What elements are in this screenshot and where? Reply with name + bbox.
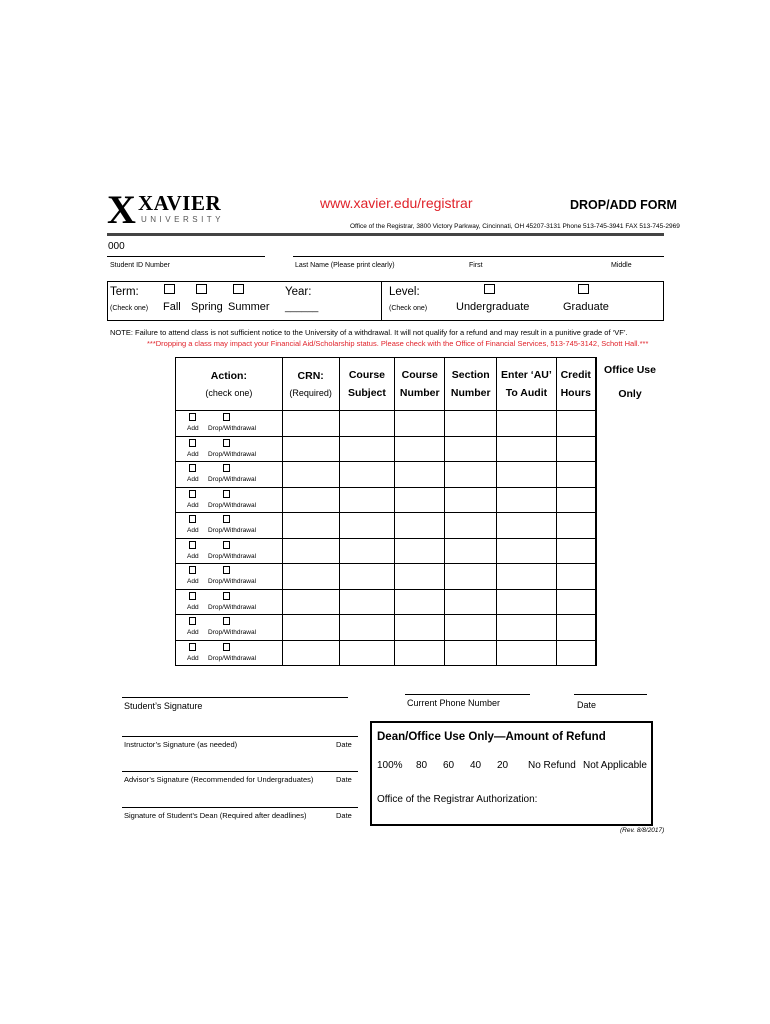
drop-label: Drop/Withdrawal: [208, 603, 257, 611]
dean-date-label: Date: [336, 811, 352, 820]
action-header: Action: (check one): [176, 358, 283, 411]
crn-cell[interactable]: [282, 538, 339, 564]
drop-label: Drop/Withdrawal: [208, 501, 257, 509]
office-use-header: Office Use: [604, 364, 656, 376]
refund-none[interactable]: No Refund: [528, 760, 576, 771]
crn-cell[interactable]: [282, 462, 339, 488]
revision-date: (Rev. 8/8/2017): [620, 827, 665, 834]
credit-hours-cell[interactable]: [556, 538, 596, 564]
course-subject-cell[interactable]: [339, 564, 395, 590]
drop-label: Drop/Withdrawal: [208, 629, 257, 636]
student-signature-line: [122, 697, 348, 698]
section-number-cell[interactable]: [445, 411, 497, 437]
add-checkbox[interactable]: [189, 566, 196, 574]
student-date-label: Date: [577, 700, 597, 710]
refund-not-applicable[interactable]: Not Applicable: [583, 760, 647, 771]
drop-checkbox[interactable]: [223, 413, 230, 421]
form-title: DROP/ADD FORM: [570, 198, 677, 212]
registrar-authorization-label: Office of the Registrar Authorization:: [377, 794, 538, 805]
section-number-cell[interactable]: [445, 538, 497, 564]
course-number-cell[interactable]: [395, 487, 445, 513]
table-row: [176, 640, 596, 666]
term-fall-label: Fall: [163, 301, 181, 313]
add-checkbox[interactable]: [189, 643, 196, 651]
refund-60[interactable]: 60: [443, 760, 455, 771]
course-number-cell[interactable]: [395, 589, 445, 615]
action-cell: [176, 462, 283, 488]
student-id-value[interactable]: 000: [108, 241, 125, 252]
course-number-cell[interactable]: [395, 411, 445, 437]
course-number-cell[interactable]: [395, 436, 445, 462]
advisor-signature-label: Advisor’s Signature (Recommended for Undergraduates): [124, 775, 314, 784]
action-cell: [176, 513, 283, 539]
financial-aid-note: ***Dropping a class may impact your Financial Aid/Scholarship status. Please check with the Office of Financial Services, 513-745-3142, Schott Hall.***: [147, 339, 649, 348]
add-checkbox[interactable]: [189, 515, 196, 523]
table-row: [176, 436, 596, 462]
credit-hours-cell[interactable]: [556, 564, 596, 590]
course-number-cell[interactable]: [395, 640, 445, 666]
add-checkbox[interactable]: [189, 413, 196, 421]
crn-cell[interactable]: [282, 513, 339, 539]
student-id-line: [107, 256, 265, 257]
audit-cell[interactable]: [497, 487, 556, 513]
drop-label: Drop/Withdrawal: [208, 527, 257, 534]
add-label: Add: [187, 527, 199, 534]
crn-cell[interactable]: [282, 615, 339, 641]
section-number-cell[interactable]: [445, 487, 497, 513]
refund-20[interactable]: 20: [497, 760, 509, 771]
course-number-cell[interactable]: [395, 538, 445, 564]
add-label: Add: [187, 654, 199, 662]
term-spring-label: Spring: [191, 301, 223, 313]
drop-checkbox[interactable]: [223, 566, 230, 574]
course-number-header: Course Number: [395, 358, 445, 411]
term-fall-checkbox[interactable]: [164, 284, 175, 294]
student-id-label: Student ID Number: [110, 262, 170, 269]
middle-name-label: Middle: [611, 262, 632, 269]
section-number-cell[interactable]: [445, 615, 497, 641]
credit-hours-cell[interactable]: [556, 487, 596, 513]
table-row: [176, 615, 596, 641]
course-subject-cell[interactable]: [339, 411, 395, 437]
course-subject-cell[interactable]: [339, 640, 395, 666]
crn-cell[interactable]: [282, 589, 339, 615]
course-number-cell[interactable]: [395, 513, 445, 539]
credit-hours-cell[interactable]: [556, 411, 596, 437]
course-subject-cell[interactable]: [339, 538, 395, 564]
add-label: Add: [187, 476, 199, 483]
term-label: Term:: [110, 286, 139, 298]
add-label: Add: [187, 425, 199, 432]
credit-hours-cell[interactable]: [556, 640, 596, 666]
student-signature-label: Student’s Signature: [124, 701, 203, 711]
audit-cell[interactable]: [497, 411, 556, 437]
add-label: Add: [187, 603, 199, 611]
credit-hours-cell[interactable]: [556, 436, 596, 462]
level-undergraduate-checkbox[interactable]: [484, 284, 495, 294]
audit-cell[interactable]: [497, 615, 556, 641]
section-number-cell[interactable]: [445, 462, 497, 488]
course-number-cell[interactable]: [395, 564, 445, 590]
drop-checkbox[interactable]: [223, 592, 230, 600]
refund-40[interactable]: 40: [470, 760, 482, 771]
action-cell: [176, 411, 283, 437]
action-cell: [176, 589, 283, 615]
course-subject-cell[interactable]: [339, 487, 395, 513]
course-number-cell[interactable]: [395, 462, 445, 488]
drop-label: Drop/Withdrawal: [208, 476, 257, 483]
year-field[interactable]: ______: [285, 302, 319, 313]
audit-cell[interactable]: [497, 436, 556, 462]
add-checkbox[interactable]: [189, 592, 196, 600]
section-number-cell[interactable]: [445, 436, 497, 462]
table-row: [176, 589, 596, 615]
crn-cell[interactable]: [282, 436, 339, 462]
drop-label: Drop/Withdrawal: [208, 654, 257, 662]
refund-80[interactable]: 80: [416, 760, 428, 771]
last-name-label: Last Name (Please print clearly): [295, 262, 395, 269]
office-use-border: [596, 357, 597, 666]
crn-cell[interactable]: [282, 487, 339, 513]
table-row: [176, 411, 596, 437]
crn-header: CRN: (Required): [282, 358, 339, 411]
drop-checkbox[interactable]: [223, 490, 230, 498]
action-cell: [176, 615, 283, 641]
course-subject-cell[interactable]: [339, 615, 395, 641]
instructor-signature-line: [122, 736, 358, 737]
first-name-label: First: [469, 262, 483, 269]
course-subject-header: Course Subject: [339, 358, 395, 411]
section-number-cell[interactable]: [445, 513, 497, 539]
table-header-row: [176, 358, 596, 411]
action-cell: [176, 436, 283, 462]
advisor-signature-line: [122, 771, 358, 772]
term-summer-checkbox[interactable]: [233, 284, 244, 294]
student-date-line: [574, 694, 647, 695]
office-use-only: Only: [618, 388, 642, 400]
term-summer-label: Summer: [228, 301, 270, 313]
action-cell: [176, 538, 283, 564]
term-spring-checkbox[interactable]: [196, 284, 207, 294]
audit-cell[interactable]: [497, 640, 556, 666]
add-checkbox[interactable]: [189, 490, 196, 498]
term-level-divider: [381, 281, 382, 321]
section-number-cell[interactable]: [445, 564, 497, 590]
section-number-cell[interactable]: [445, 589, 497, 615]
credit-hours-cell[interactable]: [556, 462, 596, 488]
level-graduate-checkbox[interactable]: [578, 284, 589, 294]
table-row: [176, 538, 596, 564]
crn-cell[interactable]: [282, 411, 339, 437]
name-line: [293, 256, 664, 257]
header-rule: [107, 233, 664, 236]
audit-cell[interactable]: [497, 513, 556, 539]
table-row: [176, 564, 596, 590]
course-number-cell[interactable]: [395, 615, 445, 641]
drop-label: Drop/Withdrawal: [208, 425, 257, 432]
table-row: [176, 513, 596, 539]
level-graduate-label: Graduate: [563, 301, 609, 313]
table-row: [176, 462, 596, 488]
audit-cell[interactable]: [497, 462, 556, 488]
credit-hours-cell[interactable]: [556, 615, 596, 641]
phone-label: Current Phone Number: [407, 698, 501, 708]
action-cell: [176, 640, 283, 666]
audit-cell[interactable]: [497, 589, 556, 615]
drop-label: Drop/Withdrawal: [208, 578, 257, 585]
action-cell: [176, 564, 283, 590]
dean-signature-label: Signature of Student’s Dean (Required after deadlines): [124, 811, 307, 820]
table-row: [176, 487, 596, 513]
add-label: Add: [187, 578, 199, 585]
logo-mark: X: [107, 187, 136, 232]
dean-signature-line: [122, 807, 358, 808]
add-checkbox[interactable]: [189, 439, 196, 447]
term-check-one: (Check one): [110, 305, 149, 312]
level-undergraduate-label: Undergraduate: [456, 301, 530, 313]
add-checkbox[interactable]: [189, 617, 196, 625]
logo-subtitle: UNIVERSITY: [141, 215, 225, 224]
drop-checkbox[interactable]: [223, 617, 230, 625]
action-cell: [176, 487, 283, 513]
course-subject-cell[interactable]: [339, 462, 395, 488]
drop-label: Drop/Withdrawal: [208, 552, 257, 560]
course-subject-cell[interactable]: [339, 589, 395, 615]
audit-cell[interactable]: [497, 538, 556, 564]
add-label: Add: [187, 629, 199, 636]
audit-cell[interactable]: [497, 564, 556, 590]
advisor-date-label: Date: [336, 775, 352, 784]
audit-header: Enter ‘AU’ To Audit: [497, 358, 556, 411]
drop-checkbox[interactable]: [223, 515, 230, 523]
level-label: Level:: [389, 286, 420, 298]
course-table: [175, 357, 596, 666]
phone-line: [405, 694, 530, 695]
instructor-date-label: Date: [336, 740, 352, 749]
section-number-header: Section Number: [445, 358, 497, 411]
attendance-note: NOTE: Failure to attend class is not sufficient notice to the University of a withdrawal. It will not qualify for a refund and may result in a punitive grade of ‘VF’.: [110, 328, 628, 337]
refund-100[interactable]: 100%: [377, 760, 403, 771]
credit-hours-cell[interactable]: [556, 589, 596, 615]
add-label: Add: [187, 552, 199, 560]
office-address: Office of the Registrar, 3800 Victory Parkway, Cincinnati, OH 45207-3131 Phone 513-745-3941 FAX 513-745-2969: [350, 223, 680, 230]
refund-title: Dean/Office Use Only—Amount of Refund: [377, 731, 606, 743]
year-label: Year:: [285, 286, 312, 298]
instructor-signature-label: Instructor’s Signature (as needed): [124, 740, 238, 749]
drop-checkbox[interactable]: [223, 464, 230, 472]
credit-hours-cell[interactable]: [556, 513, 596, 539]
credit-hours-header: Credit Hours: [556, 358, 596, 411]
add-label: Add: [187, 450, 199, 458]
drop-checkbox[interactable]: [223, 439, 230, 447]
crn-cell[interactable]: [282, 640, 339, 666]
drop-label: Drop/Withdrawal: [208, 450, 257, 458]
crn-cell[interactable]: [282, 564, 339, 590]
add-checkbox[interactable]: [189, 464, 196, 472]
logo-name: XAVIER: [138, 191, 222, 215]
registrar-url[interactable]: www.xavier.edu/registrar: [320, 195, 473, 211]
add-checkbox[interactable]: [189, 541, 196, 549]
add-label: Add: [187, 501, 199, 509]
level-check-one: (Check one): [389, 305, 428, 312]
course-subject-cell[interactable]: [339, 513, 395, 539]
course-subject-cell[interactable]: [339, 436, 395, 462]
drop-checkbox[interactable]: [223, 541, 230, 549]
drop-checkbox[interactable]: [223, 643, 230, 651]
section-number-cell[interactable]: [445, 640, 497, 666]
